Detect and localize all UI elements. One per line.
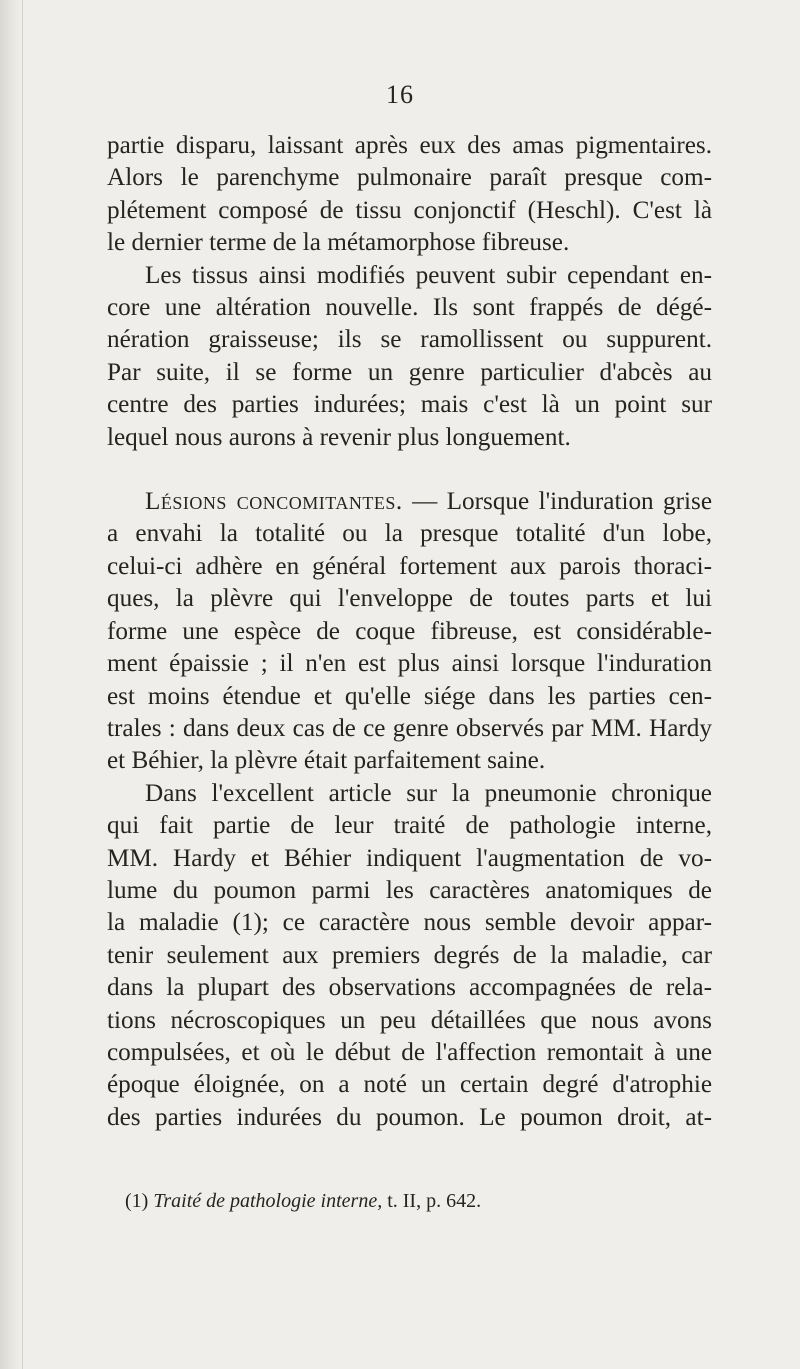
text-line: nération graisseuse; ils se ramollissent ou suppurent. — [107, 326, 712, 354]
text-line: des parties indurées du poumon. Le poumon droit, at- — [107, 1103, 712, 1131]
text-line: est moins étendue et qu'elle siége dans les parties cen- — [107, 682, 712, 710]
text-line: Dans l'excellent article sur la pneumonie chronique — [145, 779, 712, 807]
text-line: et Béhier, la plèvre était parfaitement saine. — [107, 747, 546, 775]
text-line: lequel nous aurons à revenir plus longuement. — [107, 423, 571, 451]
text-line: plétement composé de tissu conjonctif (Heschl). C'est là — [107, 196, 712, 224]
text-line: Alors le parenchyme pulmonaire paraît presque com- — [107, 164, 712, 192]
text-line: tenir seulement aux premiers degrés de la maladie, car — [107, 941, 712, 969]
text-line: qui fait partie de leur traité de pathologie interne, — [107, 812, 712, 840]
text-line: core une altération nouvelle. Ils sont frappés de dégé- — [107, 294, 712, 322]
text-line: le dernier terme de la métamorphose fibreuse. — [107, 229, 570, 257]
text-line-rest: — Lorsque l'induration grise — [412, 488, 713, 516]
body-text — [107, 130, 712, 1134]
text-line: centre des parties indurées; mais c'est là un point sur — [107, 391, 712, 419]
paragraph-4 — [107, 778, 712, 1134]
text-line: lume du poumon parmi les caractères anatomiques de — [107, 876, 712, 904]
footnote-marker: (1) — [125, 1190, 149, 1212]
footnote-reference: t. II, p. 642. — [387, 1190, 482, 1212]
text-line — [107, 486, 712, 518]
text-line: ques, la plèvre qui l'enveloppe de toutes parts et lui — [107, 585, 712, 613]
text-line: celui-ci adhère en général fortement aux parois thoraci- — [107, 552, 712, 580]
text-line: Par suite, il se forme un genre particulier d'abcès au — [107, 358, 712, 386]
text-line: Les tissus ainsi modifiés peuvent subir cependant en- — [145, 261, 712, 289]
text-line: trales : dans deux cas de ce genre observés par MM. Hardy — [107, 714, 712, 742]
text-line: a envahi la totalité ou la presque totalité d'un lobe, — [107, 520, 712, 548]
paragraph-2 — [107, 260, 712, 454]
text-line: dans la plupart des observations accompagnées de rela- — [107, 974, 712, 1002]
text-line: ment épaissie ; il n'en est plus ainsi lorsque l'induration — [107, 650, 712, 678]
text-line: tions nécroscopiques un peu détaillées que nous avons — [107, 1006, 712, 1034]
section-gap — [107, 454, 712, 486]
page-number: 16 — [386, 80, 414, 109]
text-line: partie disparu, laissant après eux des amas pigmentaires. — [107, 132, 712, 159]
text-line: forme une espèce de coque fibreuse, est considérable- — [107, 617, 712, 645]
footnote — [125, 1188, 685, 1214]
paragraph-1 — [107, 130, 712, 260]
paragraph-3 — [107, 486, 712, 778]
text-line: époque éloignée, on a noté un certain degré d'atrophie — [107, 1071, 712, 1099]
footnote-title: Traité de pathologie interne, — [153, 1190, 383, 1212]
section-heading: Lésions concomitantes. — [145, 488, 403, 516]
text-line: MM. Hardy et Béhier indiquent l'augmentation de vo- — [107, 844, 712, 872]
text-line: la maladie (1); ce caractère nous semble devoir appar- — [107, 909, 712, 937]
page-binding-edge — [0, 0, 23, 1369]
text-line: compulsées, et où le début de l'affection remontait à une — [107, 1038, 712, 1066]
